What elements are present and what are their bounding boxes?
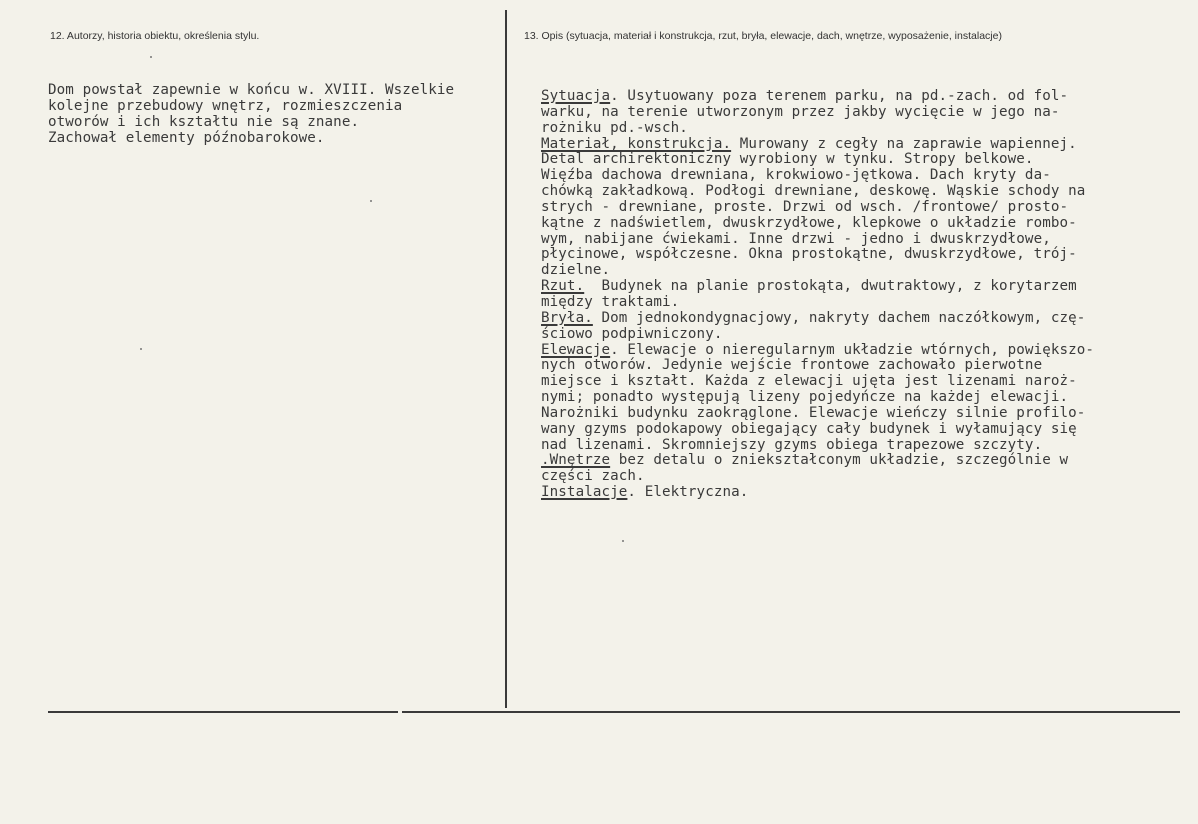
description-line bbox=[541, 311, 1094, 327]
section-label: Sytuacja bbox=[541, 88, 611, 104]
description-line bbox=[541, 406, 1094, 422]
line-text: Budynek na planie prostokąta, dwutraktowy, z korytarzem bbox=[584, 278, 1077, 295]
section-12-header: 12. Autorzy, historia obiektu, określenia stylu. bbox=[50, 30, 260, 42]
section-label: Elewacje bbox=[541, 341, 611, 358]
line-text: nad lizenami. Skromniejszy gzyms obiega trapezowe szczyty. bbox=[541, 436, 1043, 453]
description-typed-text bbox=[541, 89, 1094, 501]
description-line bbox=[541, 152, 1094, 168]
description-line bbox=[541, 390, 1094, 406]
history-line: kolejne przebudowy wnętrz, rozmieszczenia bbox=[48, 97, 403, 114]
description-line bbox=[541, 469, 1094, 485]
line-text: miejsce i kształt. Każda z elewacji ujęta jest lizenami naroż- bbox=[541, 373, 1077, 390]
line-text: strych - drewniane, proste. Drzwi od wsch. /frontowe/ prosto- bbox=[541, 198, 1069, 215]
paper-speck bbox=[370, 200, 372, 202]
line-text: . Elektryczna. bbox=[627, 484, 749, 501]
description-line bbox=[541, 374, 1094, 390]
description-line bbox=[541, 168, 1094, 184]
line-text: nych otworów. Jedynie wejście frontowe zachowało pierwotne bbox=[541, 357, 1043, 374]
description-line bbox=[541, 438, 1094, 454]
section-label: Instalacje bbox=[541, 484, 628, 501]
description-line bbox=[541, 89, 1094, 105]
description-line bbox=[541, 232, 1094, 248]
line-text: Dom jednokondygnacjowy, nakryty dachem naczółkowym, czę- bbox=[592, 309, 1086, 326]
description-line bbox=[541, 247, 1094, 263]
column-divider bbox=[505, 10, 507, 708]
line-text: Więźba dachowa drewniana, krokwiowo-jętkowa. Dach kryty da- bbox=[541, 167, 1051, 184]
description-line bbox=[541, 485, 1094, 501]
description-line bbox=[541, 358, 1094, 374]
description-line bbox=[541, 343, 1094, 359]
line-text: rożniku pd.-wsch. bbox=[541, 119, 688, 136]
line-text: nymi; ponadto występują lizeny pojedyńcze na każdej elewacji. bbox=[541, 389, 1069, 406]
description-line bbox=[541, 263, 1094, 279]
line-text: kątne z nadświetlem, dwuskrzydłowe, klepkowe o układzie rombo- bbox=[541, 214, 1077, 231]
bottom-rule-right bbox=[402, 711, 1180, 713]
line-text: Narożniki budynku zaokrąglone. Elewacje wieńczy silnie profilo- bbox=[541, 404, 1086, 421]
section-13-header: 13. Opis (sytuacja, materiał i konstrukcja, rzut, bryła, elewacje, dach, wnętrze, wyposażenie, instalacje) bbox=[524, 30, 1002, 42]
history-line: otworów i ich kształtu nie są znane. bbox=[48, 113, 360, 130]
line-text: Murowany z cegły na zaprawie wapiennej. bbox=[731, 135, 1077, 152]
description-line bbox=[541, 105, 1094, 121]
description-line bbox=[541, 295, 1094, 311]
history-line: Dom powstał zapewnie w końcu w. XVIII. Wszelkie bbox=[48, 82, 455, 98]
paper-speck bbox=[140, 348, 142, 350]
section-label: Bryła. bbox=[541, 309, 593, 326]
description-line bbox=[541, 200, 1094, 216]
history-typed-text bbox=[48, 83, 454, 146]
line-text: Detal archirektoniczny wyrobiony w tynku. Stropy belkowe. bbox=[541, 151, 1034, 168]
description-line bbox=[541, 216, 1094, 232]
line-text: wym, nabijane ćwiekami. Inne drzwi - jedno i dwuskrzydłowe, bbox=[541, 230, 1051, 247]
section-label: Rzut. bbox=[541, 278, 585, 295]
line-text: między traktami. bbox=[541, 293, 680, 310]
description-line bbox=[541, 121, 1094, 137]
bottom-rule-left bbox=[48, 711, 398, 713]
line-text: bez detalu o zniekształconym układzie, szczególnie w bbox=[610, 452, 1069, 469]
line-text: dzielne. bbox=[541, 262, 611, 279]
description-line bbox=[541, 327, 1094, 343]
line-text: ściowo podpiwniczony. bbox=[541, 325, 723, 342]
paper-speck bbox=[622, 540, 624, 542]
description-line bbox=[541, 279, 1094, 295]
section-label: .Wnętrze bbox=[541, 452, 611, 469]
line-text: warku, na terenie utworzonym przez jakby wycięcie w jego na- bbox=[541, 103, 1060, 120]
description-line bbox=[541, 137, 1094, 153]
paper-speck bbox=[150, 56, 152, 58]
line-text: płycinowe, współczesne. Okna prostokątne, dwuskrzydłowe, trój- bbox=[541, 246, 1077, 263]
description-line bbox=[541, 184, 1094, 200]
line-text: . Usytuowany poza terenem parku, na pd.-zach. od fol- bbox=[610, 88, 1069, 104]
section-label: Materiał, konstrukcja. bbox=[541, 135, 732, 152]
line-text: wany gzyms podokapowy obiegający cały budynek i wyłamujący się bbox=[541, 420, 1077, 437]
line-text: . Elewacje o nieregularnym układzie wtórnych, powiększo- bbox=[610, 341, 1095, 358]
line-text: części zach. bbox=[541, 468, 645, 485]
line-text: chówką zakładkową. Podłogi drewniane, deskowę. Wąskie schody na bbox=[541, 183, 1086, 200]
history-line: Zachował elementy późnobarokowe. bbox=[48, 129, 325, 146]
description-line bbox=[541, 453, 1094, 469]
description-line bbox=[541, 422, 1094, 438]
